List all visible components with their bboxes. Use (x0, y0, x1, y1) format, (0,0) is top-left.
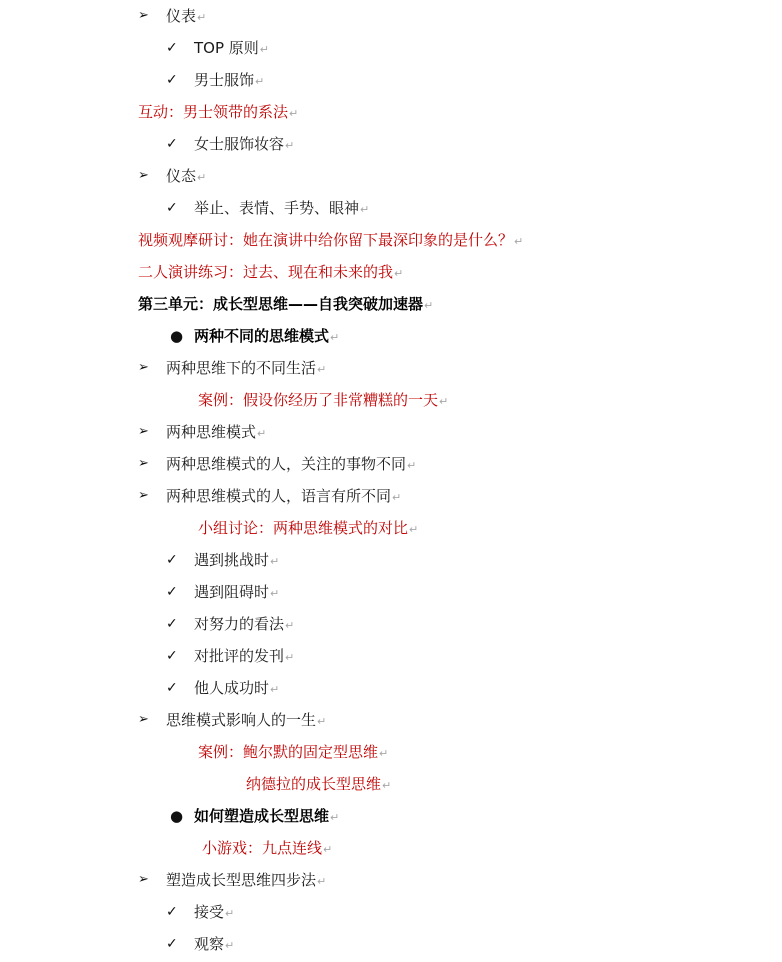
paragraph-mark-icon: ↵ (317, 363, 327, 376)
checkmark-bullet-icon: ✓ (166, 936, 178, 952)
doc-line-content (198, 384, 448, 418)
doc-line (0, 160, 782, 192)
arrow-bullet-icon: ➢ (138, 456, 149, 471)
doc-line (0, 96, 782, 128)
doc-line-text: 纳德拉的成长型思维 (246, 775, 382, 793)
doc-line-text: 仪表 (166, 7, 197, 25)
doc-line-content (246, 768, 391, 802)
doc-line-content (166, 352, 326, 386)
doc-line-content (194, 928, 234, 962)
paragraph-mark-icon: ↵ (255, 75, 265, 88)
paragraph-mark-icon: ↵ (225, 907, 235, 920)
checkmark-bullet-icon: ✓ (166, 136, 178, 152)
doc-line-content (194, 320, 339, 354)
paragraph-mark-icon: ↵ (285, 139, 295, 152)
doc-line-content (194, 576, 279, 610)
doc-line (0, 608, 782, 640)
paragraph-mark-icon: ↵ (394, 267, 404, 280)
doc-line (0, 384, 782, 416)
doc-line (0, 864, 782, 896)
doc-line-content (194, 800, 339, 834)
paragraph-mark-icon: ↵ (270, 555, 280, 568)
checkmark-bullet-icon: ✓ (166, 72, 178, 88)
doc-line (0, 256, 782, 288)
doc-line (0, 32, 782, 64)
arrow-bullet-icon: ➢ (138, 360, 149, 375)
doc-line (0, 640, 782, 672)
doc-line-content (166, 704, 326, 738)
paragraph-mark-icon: ↵ (259, 43, 270, 56)
doc-line-content (194, 64, 264, 98)
doc-line-text: 仪态 (166, 167, 197, 185)
checkmark-bullet-icon: ✓ (166, 584, 178, 600)
doc-line (0, 288, 782, 320)
doc-line-text: 小游戏：九点连线 (202, 839, 323, 857)
paragraph-mark-icon: ↵ (317, 875, 327, 888)
doc-line-text: 两种思维下的不同生活 (166, 359, 317, 377)
doc-line (0, 512, 782, 544)
doc-line-content (166, 448, 416, 482)
doc-line-content (138, 224, 523, 258)
doc-line (0, 736, 782, 768)
doc-line (0, 576, 782, 608)
doc-line-text: 观察 (194, 935, 225, 953)
doc-line-text: 女士服饰妆容 (194, 135, 285, 153)
doc-line-content (138, 96, 298, 130)
paragraph-mark-icon: ↵ (439, 395, 449, 408)
doc-line (0, 768, 782, 800)
doc-line-content (198, 736, 388, 770)
paragraph-mark-icon: ↵ (323, 843, 333, 856)
doc-line (0, 672, 782, 704)
arrow-bullet-icon: ➢ (138, 168, 149, 183)
doc-line-content (138, 288, 433, 322)
paragraph-mark-icon: ↵ (379, 747, 389, 760)
doc-line (0, 704, 782, 736)
doc-line-text: 举止、表情、手势、眼神 (194, 199, 360, 217)
paragraph-mark-icon: ↵ (360, 203, 370, 216)
doc-line-text: 遇到阻碍时 (194, 583, 270, 601)
doc-line-content (194, 896, 234, 930)
paragraph-mark-icon: ↵ (285, 651, 295, 664)
arrow-bullet-icon: ➢ (138, 712, 149, 727)
doc-line (0, 320, 782, 352)
paragraph-mark-icon: ↵ (409, 523, 419, 536)
checkmark-bullet-icon: ✓ (166, 616, 178, 632)
paragraph-mark-icon: ↵ (197, 11, 207, 24)
doc-line (0, 928, 782, 960)
arrow-bullet-icon: ➢ (138, 8, 149, 23)
paragraph-mark-icon: ↵ (317, 715, 327, 728)
paragraph-mark-icon: ↵ (225, 939, 235, 952)
checkmark-bullet-icon: ✓ (166, 200, 178, 216)
doc-line (0, 352, 782, 384)
doc-line (0, 896, 782, 928)
doc-line-content (194, 192, 369, 226)
doc-line-content (198, 512, 418, 546)
doc-line-text: 案例：假设你经历了非常糟糕的一天 (198, 391, 439, 409)
paragraph-mark-icon: ↵ (407, 459, 417, 472)
paragraph-mark-icon: ↵ (197, 171, 207, 184)
doc-line (0, 800, 782, 832)
doc-line-content (194, 128, 294, 162)
doc-line-text: 塑造成长型思维四步法 (166, 871, 317, 889)
doc-line-text: 接受 (194, 903, 225, 921)
checkmark-bullet-icon: ✓ (166, 40, 178, 56)
filled-dot-bullet-icon: ● (170, 807, 184, 825)
doc-line-content (166, 864, 326, 898)
doc-line-text: 二人演讲练习：过去、现在和未来的我 (138, 263, 394, 281)
doc-line-text: 遇到挑战时 (194, 551, 270, 569)
doc-line (0, 224, 782, 256)
doc-line-text: 视频观摩研讨：她在演讲中给你留下最深印象的是什么？ (138, 231, 514, 249)
paragraph-mark-icon: ↵ (285, 619, 295, 632)
doc-line-content (202, 832, 332, 866)
doc-line (0, 192, 782, 224)
doc-line-content (194, 32, 269, 66)
doc-line-text: 两种思维模式 (166, 423, 257, 441)
paragraph-mark-icon: ↵ (382, 779, 392, 792)
arrow-bullet-icon: ➢ (138, 424, 149, 439)
paragraph-mark-icon: ↵ (424, 299, 434, 312)
doc-line-text: 男士服饰 (194, 71, 255, 89)
arrow-bullet-icon: ➢ (138, 872, 149, 887)
paragraph-mark-icon: ↵ (270, 683, 280, 696)
checkmark-bullet-icon: ✓ (166, 904, 178, 920)
checkmark-bullet-icon: ✓ (166, 680, 178, 696)
paragraph-mark-icon: ↵ (514, 235, 524, 248)
doc-line-text: 互动：男士领带的系法 (138, 103, 289, 121)
paragraph-mark-icon: ↵ (330, 811, 340, 824)
doc-line-content (194, 544, 279, 578)
doc-line-content (194, 672, 279, 706)
paragraph-mark-icon: ↵ (289, 107, 299, 120)
doc-line (0, 544, 782, 576)
doc-line-text: 对努力的看法 (194, 615, 285, 633)
paragraph-mark-icon: ↵ (270, 587, 280, 600)
doc-line-content (166, 416, 266, 450)
doc-line (0, 480, 782, 512)
doc-line-text: 第三单元：成长型思维——自我突破加速器 (138, 295, 424, 313)
doc-line (0, 128, 782, 160)
doc-line-text: TOP 原则 (194, 39, 259, 57)
checkmark-bullet-icon: ✓ (166, 648, 178, 664)
doc-line-content (166, 0, 206, 34)
doc-line-text: 对批评的发刊 (194, 647, 285, 665)
doc-line-text: 小组讨论：两种思维模式的对比 (198, 519, 409, 537)
doc-line-content (194, 608, 294, 642)
arrow-bullet-icon: ➢ (138, 488, 149, 503)
doc-line-text: 两种思维模式的人，关注的事物不同 (166, 455, 407, 473)
doc-line (0, 832, 782, 864)
doc-line-text: 思维模式影响人的一生 (166, 711, 317, 729)
doc-line (0, 0, 782, 32)
doc-line (0, 416, 782, 448)
doc-line-content (166, 160, 206, 194)
doc-line (0, 64, 782, 96)
doc-line-text: 两种不同的思维模式 (194, 327, 330, 345)
paragraph-mark-icon: ↵ (392, 491, 402, 504)
filled-dot-bullet-icon: ● (170, 327, 184, 345)
paragraph-mark-icon: ↵ (257, 427, 267, 440)
doc-line-content (194, 640, 294, 674)
paragraph-mark-icon: ↵ (330, 331, 340, 344)
doc-line-text: 如何塑造成长型思维 (194, 807, 330, 825)
doc-line-content (138, 256, 403, 290)
doc-line-content (166, 480, 401, 514)
doc-line-text: 案例：鲍尔默的固定型思维 (198, 743, 379, 761)
doc-line-text: 两种思维模式的人，语言有所不同 (166, 487, 392, 505)
checkmark-bullet-icon: ✓ (166, 552, 178, 568)
doc-line (0, 448, 782, 480)
doc-line-text: 他人成功时 (194, 679, 270, 697)
